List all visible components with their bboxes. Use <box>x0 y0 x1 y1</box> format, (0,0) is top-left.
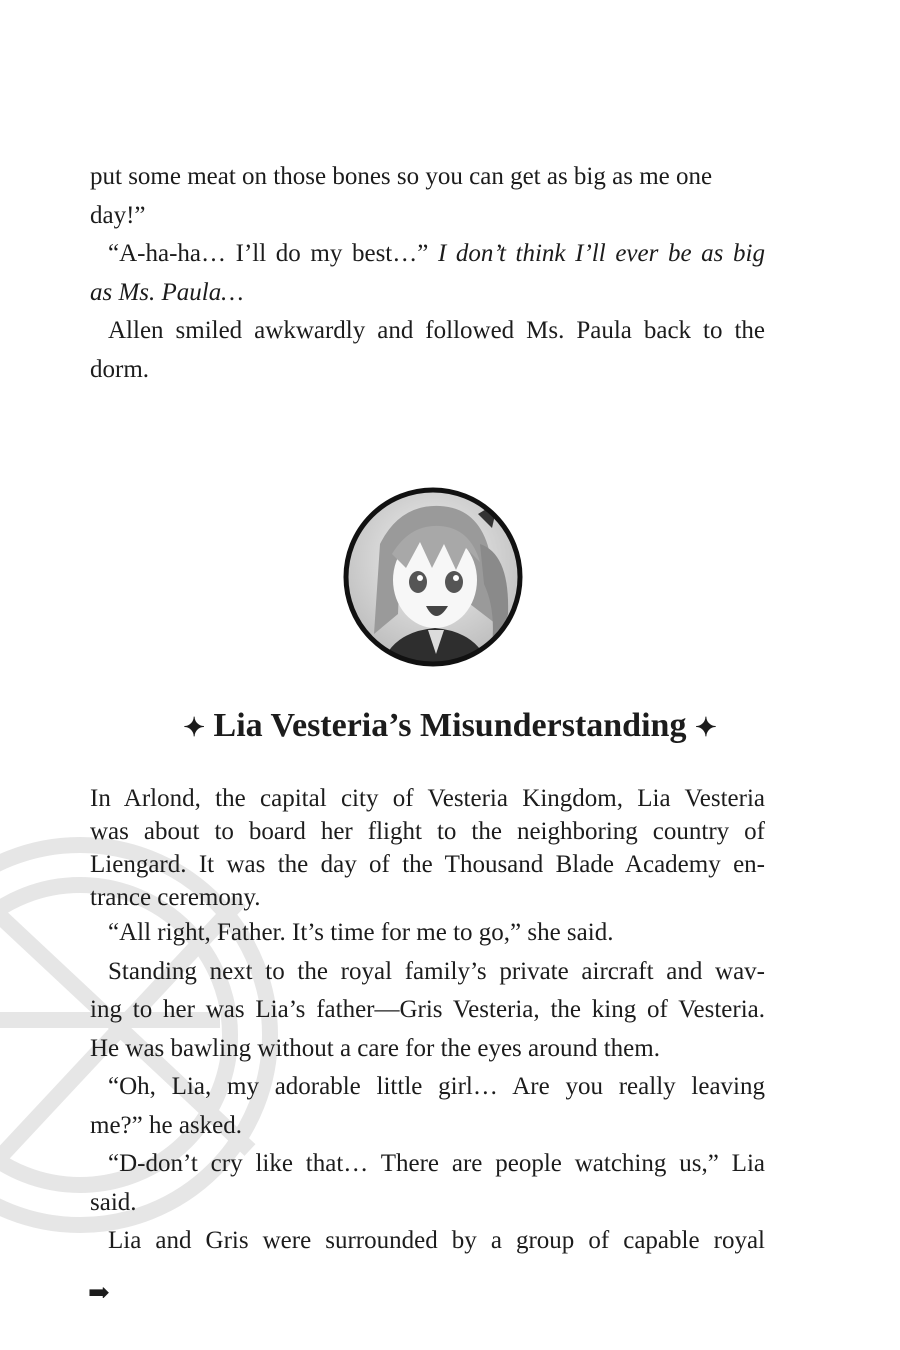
text-line <box>90 274 765 313</box>
text-line: dorm. <box>90 355 150 383</box>
text-line: Standing next to the royal family’s private aircraft and wav- <box>108 957 765 985</box>
text-line: ing to her was Lia’s father—Gris Vesteria, the king of Vesteria. <box>90 996 765 1023</box>
text-line: “All right, Father. It’s time for me to go,” she said. <box>108 919 614 946</box>
text-line: was about to board her flight to the neighboring country of <box>90 818 765 845</box>
text-line: Lia and Gris were surrounded by a group of capable royal <box>108 1227 765 1254</box>
text-line: He was bawling without a care for the eyes around them. <box>90 1034 660 1062</box>
star-ornament-icon: ✦ <box>694 713 717 742</box>
inner-thought: I don’t think I’ll ever be as big <box>437 240 765 267</box>
top-text-block <box>90 158 765 389</box>
text-line: “Oh, Lia, my adorable little girl… Are you really leaving <box>108 1073 765 1100</box>
dialogue: “A-ha-ha… I’ll do my best…” <box>108 240 429 267</box>
text-line: Allen smiled awkwardly and followed Ms. Paula back to the <box>108 317 765 344</box>
text-line: Liengard. It was the day of the Thousand Blade Academy en- <box>90 851 765 878</box>
text-line <box>90 235 765 274</box>
star-ornament-icon: ✦ <box>183 713 206 742</box>
text-line: In Arlond, the capital city of Vesteria Kingdom, Lia Vesteria <box>90 785 765 812</box>
text-line: put some meat on those bones so you can get as big as me one <box>90 163 713 190</box>
text-line: trance ceremony. <box>90 884 261 911</box>
text-line: day!” <box>90 201 146 229</box>
section-heading <box>90 700 810 754</box>
body-text-block <box>90 782 765 1261</box>
section-title: Lia Vesteria’s Misunderstanding <box>213 707 687 744</box>
inner-thought: as Ms. Paula… <box>90 278 244 306</box>
character-portrait <box>340 484 526 670</box>
next-page-arrow-icon: ➡ <box>88 1278 110 1307</box>
text-line: “D-don’t cry like that… There are people watching us,” Lia <box>108 1150 765 1177</box>
text-line: me?” he asked. <box>90 1111 243 1139</box>
text-line: said. <box>90 1188 137 1216</box>
